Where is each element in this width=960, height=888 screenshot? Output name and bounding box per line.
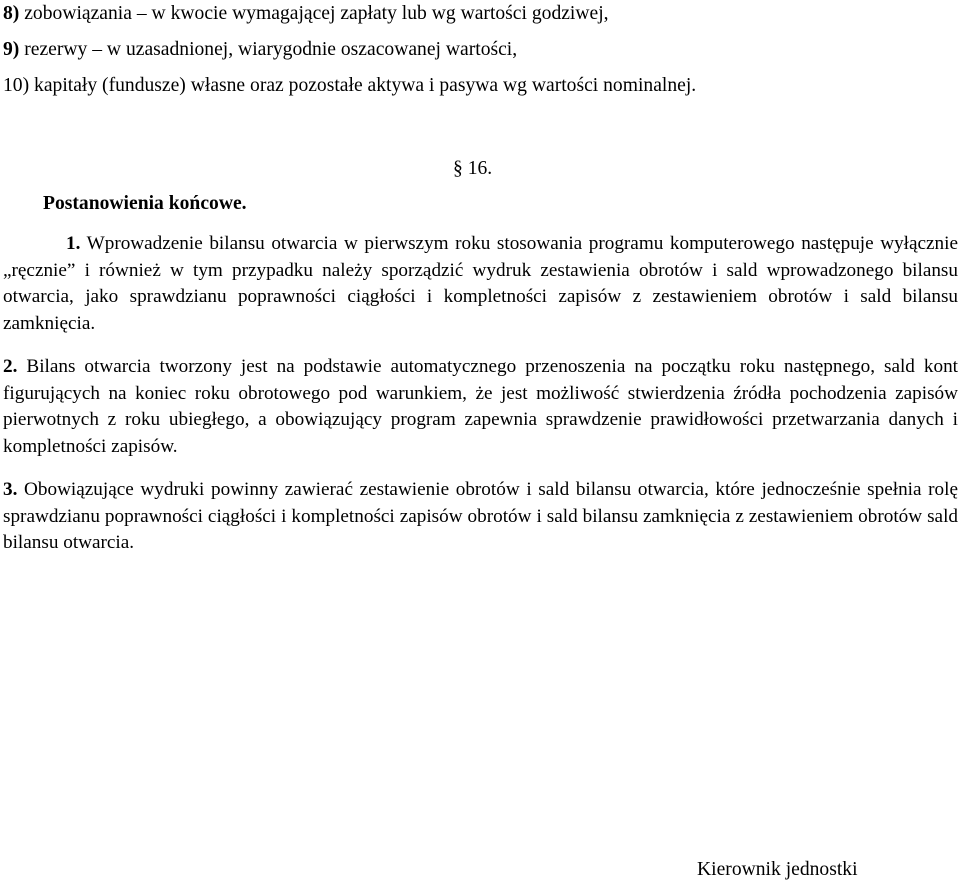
paragraph-1 [3, 231, 958, 337]
paragraph-text: Wprowadzenie bilansu otwarcia w pierwszym roku stosowania programu komputerowego następuje wyłącznie „ręcznie” i również w tym przypadku należy sporządzić wydruk zestawienia obrotów i sald wprowadzonego bilansu otwarcia, jako sprawdzianu poprawności ciągłości i kompletności zapisów z zestawieniem obrotów i sald bilansu zamknięcia. [3, 233, 958, 334]
list-item-10 [3, 76, 696, 96]
paragraph-text: Bilans otwarcia tworzony jest na podstawie automatycznego przenoszenia na początku roku następnego, sald kont figurujących na koniec roku obrotowego pod warunkiem, że jest możliwość stwierdzenia źródła pochodzenia zapisów pierwotnych z roku ubiegłego, a obowiązujący program zapewnia sprawdzenie prawidłowości przetwarzania danych i kompletności zapisów. [3, 356, 959, 457]
list-item-text: zobowiązania – w kwocie wymagającej zapłaty lub wg wartości godziwej, [24, 3, 609, 24]
section-number: § 16. [453, 158, 493, 179]
signature-label: Kierownik jednostki [697, 859, 858, 880]
list-item-text: kapitały (fundusze) własne oraz pozostałe aktywa i pasywa wg wartości nominalnej. [34, 75, 697, 96]
list-item-number: 9) [3, 39, 20, 60]
list-item-9 [3, 40, 517, 60]
section-heading: Postanowienia końcowe. [43, 193, 247, 214]
list-item-text: rezerwy – w uzasadnionej, wiarygodnie oszacowanej wartości, [24, 39, 518, 60]
paragraph-number: 1. [66, 233, 81, 254]
list-item-8 [3, 4, 609, 24]
paragraph-number: 3. [3, 479, 18, 500]
paragraph-text: Obowiązujące wydruki powinny zawierać zestawienie obrotów i sald bilansu otwarcia, które jednocześnie spełnia rolę sprawdzianu poprawności ciągłości i kompletności zapisów obrotów i sald bilansu zamknięcia z zestawieniem obrotów sald bilansu otwarcia. [3, 479, 958, 553]
paragraph-number: 2. [3, 356, 18, 377]
paragraph-2 [3, 354, 958, 460]
list-item-number: 10) [3, 75, 30, 96]
paragraph-3 [3, 477, 958, 557]
list-item-number: 8) [3, 3, 20, 24]
